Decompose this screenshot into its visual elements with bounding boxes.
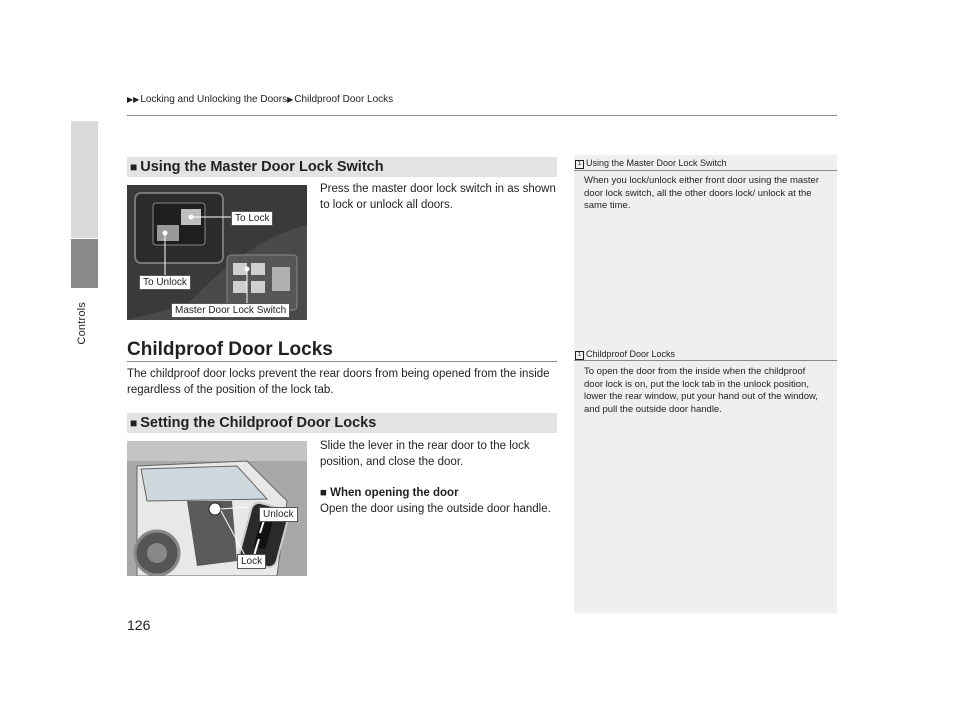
note-title-text: Childproof Door Locks bbox=[586, 349, 676, 359]
page-number: 126 bbox=[127, 617, 151, 633]
callout-lock: Lock bbox=[237, 554, 266, 569]
section2-body: Slide the lever in the rear door to the lock position, and close the door. bbox=[320, 440, 530, 468]
note-rule bbox=[574, 170, 837, 171]
note-text-master-lock: When you lock/unlock either front door using the master door lock switch, all the other doors lock/ unlock at the same time. bbox=[584, 175, 819, 211]
note-title-text: Using the Master Door Lock Switch bbox=[586, 158, 727, 168]
section-heading-master-lock bbox=[127, 157, 557, 177]
master-switch-photo bbox=[127, 185, 307, 320]
callout-master-switch: Master Door Lock Switch bbox=[171, 303, 290, 318]
note-reference-icon: 1 bbox=[575, 351, 584, 360]
side-tab-marker bbox=[71, 239, 98, 288]
square-bullet-icon: ■ bbox=[130, 160, 138, 174]
note-title-master-lock[interactable] bbox=[575, 158, 727, 169]
note-rule bbox=[574, 360, 837, 361]
subheading-opening-door bbox=[320, 485, 459, 501]
subheading-body: Open the door using the outside door handle. bbox=[320, 503, 551, 515]
section1-body: Press the master door lock switch in as shown to lock or unlock all doors. bbox=[320, 183, 556, 211]
section-heading-text: Setting the Childproof Door Locks bbox=[140, 415, 377, 431]
square-bullet-icon: ■ bbox=[130, 416, 138, 430]
intro-text: The childproof door locks prevent the rear doors from being opened from the inside regardless of the position of the lock tab. bbox=[127, 368, 550, 396]
callout-to-lock: To Lock bbox=[231, 211, 273, 226]
side-tab-background bbox=[71, 121, 98, 238]
side-tab-label: Controls bbox=[76, 302, 88, 345]
header-rule bbox=[127, 115, 837, 116]
breadcrumb-arrow-icon: ▶ bbox=[287, 95, 294, 104]
callout-to-unlock: To Unlock bbox=[139, 275, 191, 290]
breadcrumb-level2[interactable]: Childproof Door Locks bbox=[294, 94, 394, 105]
breadcrumb bbox=[127, 94, 393, 105]
door-panel-illustration bbox=[127, 185, 307, 320]
callout-unlock: Unlock bbox=[259, 507, 298, 522]
note-reference-icon: 1 bbox=[575, 160, 584, 169]
page-title: Childproof Door Locks bbox=[127, 339, 333, 360]
childproof-lock-photo bbox=[127, 441, 307, 576]
subheading-text: When opening the door bbox=[330, 487, 459, 499]
note-text-childproof: To open the door from the inside when the childproof door lock is on, put the lock tab in the unlock position, lower the rear window, put your hand out of the window, and pull the outside door handle. bbox=[584, 366, 818, 415]
breadcrumb-arrow-icon: ▶▶ bbox=[127, 95, 140, 104]
square-bullet-icon: ■ bbox=[320, 487, 327, 499]
breadcrumb-level1[interactable]: Locking and Unlocking the Doors bbox=[140, 94, 288, 105]
section-heading-childproof bbox=[127, 413, 557, 433]
title-rule bbox=[127, 361, 557, 362]
section-heading-text: Using the Master Door Lock Switch bbox=[140, 159, 384, 175]
note-title-childproof[interactable] bbox=[575, 349, 675, 360]
